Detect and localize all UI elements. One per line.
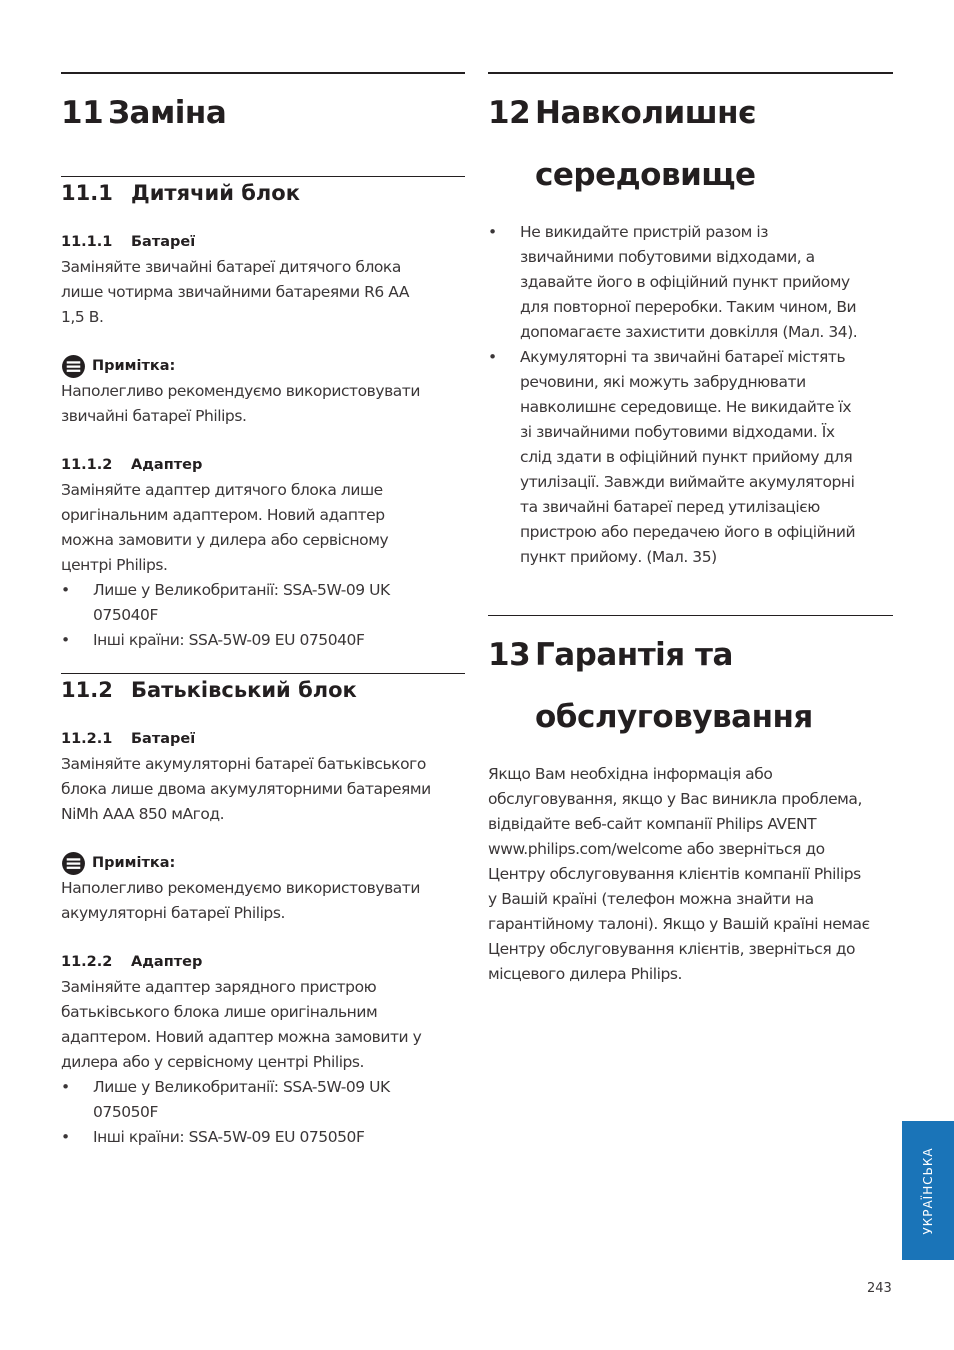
section-number: 11 — [61, 95, 104, 131]
paragraph-11-2-1 — [61, 752, 465, 827]
bullet-list — [488, 220, 893, 570]
paragraph-11-2-2 — [61, 975, 465, 1075]
text-line: Якщо Вам необхідна інформація або — [488, 765, 773, 783]
section-title: Заміна — [108, 95, 227, 131]
text-line: допомагаєте захистити довкілля (Мал. 34). — [520, 323, 858, 341]
subsubsection-title: Адаптер — [131, 457, 203, 473]
text-line: лише чотирма звичайними батареями R6 AA — [61, 283, 410, 301]
note-text — [61, 379, 465, 429]
section-11-heading — [61, 82, 465, 144]
text-line: слід здати в офіційний пункт прийому для — [520, 448, 853, 466]
paragraph-11-1-1 — [61, 255, 465, 330]
bullet-marker: • — [61, 1078, 70, 1096]
text-line: для повторної переробки. Таким чином, Ви — [520, 298, 857, 316]
subsection-title: Батьківський блок — [131, 678, 357, 702]
note-text — [61, 876, 465, 926]
text-line: дилера або у сервісному центрі Philips. — [61, 1053, 365, 1071]
bullet-marker: • — [488, 348, 497, 366]
text-line: речовини, які можуть забруднювати — [520, 373, 806, 391]
text-line: пристрою або передачею його в офіційний — [520, 523, 856, 541]
left-column — [61, 72, 465, 1150]
subsubsection-11-2-1-heading — [61, 727, 465, 752]
text-line: Інші країни: SSA-5W-09 EU 075050F — [93, 1128, 365, 1146]
bullet-marker: • — [61, 1128, 70, 1146]
section-number: 12 — [488, 95, 531, 131]
subsection-11-2-heading — [61, 676, 465, 704]
list-item — [488, 345, 893, 570]
subsubsection-11-1-1-heading — [61, 230, 465, 255]
language-label: УКРАЇНСЬКА — [921, 1146, 935, 1235]
text-line: батьківського блока лише оригінальним — [61, 1003, 378, 1021]
text-line: Наполегливо рекомендуємо використовувати — [61, 382, 421, 400]
subsubsection-title: Адаптер — [131, 954, 203, 970]
text-line: гарантійному талоні). Якщо у Вашій країні немає — [488, 915, 870, 933]
subsection-number: 11.1 — [61, 181, 113, 205]
subsubsection-11-2-2-heading — [61, 950, 465, 975]
text-line: Не викидайте пристрій разом із — [520, 223, 769, 241]
section-12-heading — [488, 82, 893, 206]
subsubsection-number: 11.1.2 — [61, 457, 113, 473]
text-line: Заміняйте акумуляторні батареї батьківського — [61, 755, 426, 773]
subsection-11-1-heading — [61, 179, 465, 207]
text-line: у Вашій країні (телефон можна знайти на — [488, 890, 814, 908]
text-line: Акумуляторні та звичайні батареї містять — [520, 348, 846, 366]
text-line: та звичайні батареї перед утилізацією — [520, 498, 820, 516]
text-line: Лише у Великобританії: SSA-5W-09 UK — [93, 1078, 390, 1096]
text-line: центрі Philips. — [61, 556, 168, 574]
note-icon — [61, 354, 86, 379]
text-line: звичайними побутовими відходами, а — [520, 248, 815, 266]
bullet-marker: • — [61, 631, 70, 649]
list-item — [61, 1125, 465, 1150]
subsection-rule — [61, 176, 465, 177]
subsubsection-number: 11.2.1 — [61, 731, 113, 747]
text-line: Заміняйте адаптер дитячого блока лише — [61, 481, 383, 499]
section-number: 13 — [488, 637, 531, 673]
note-label: Примітка: — [92, 855, 176, 871]
section-title: Навколишнє — [535, 95, 756, 131]
text-line: акумуляторні батареї Philips. — [61, 904, 285, 922]
text-line: пункт прийому. (Мал. 35) — [520, 548, 717, 566]
text-line: блока лише двома акумуляторними батареями — [61, 780, 431, 798]
text-line: місцевого дилера Philips. — [488, 965, 682, 983]
bullet-list — [61, 578, 465, 653]
subsubsection-title: Батареї — [131, 234, 196, 250]
note-heading — [61, 851, 465, 876]
text-line: Центру обслуговування клієнтів, зверніться до — [488, 940, 856, 958]
bullet-list — [61, 1075, 465, 1150]
section-rule — [61, 72, 465, 74]
subsubsection-number: 11.2.2 — [61, 954, 113, 970]
text-line: Заміняйте адаптер зарядного пристрою — [61, 978, 377, 996]
text-line: 075040F — [93, 606, 158, 624]
bullet-marker: • — [61, 581, 70, 599]
paragraph-11-1-2 — [61, 478, 465, 578]
text-line: Заміняйте звичайні батареї дитячого блока — [61, 258, 401, 276]
subsubsection-number: 11.1.1 — [61, 234, 113, 250]
text-line: Центру обслуговування клієнтів компанії Philips — [488, 865, 861, 883]
subsection-title: Дитячий блок — [131, 181, 300, 205]
subsubsection-title: Батареї — [131, 731, 196, 747]
section-title-line-2: обслуговування — [535, 699, 813, 735]
page-number: 243 — [867, 1281, 892, 1296]
paragraph-13 — [488, 762, 893, 987]
section-title-line-2: середовище — [535, 157, 756, 193]
list-item — [488, 220, 893, 345]
note-label: Примітка: — [92, 358, 176, 374]
text-line: утилізації. Завжди виймайте акумуляторні — [520, 473, 855, 491]
text-line: здавайте його в офіційний пункт прийому — [520, 273, 850, 291]
bullet-marker: • — [488, 223, 497, 241]
note-icon — [61, 851, 86, 876]
text-line: NiMh AAA 850 мАгод. — [61, 805, 225, 823]
text-line: обслуговування, якщо у Вас виникла проблема, — [488, 790, 862, 808]
text-line: 1,5 В. — [61, 308, 104, 326]
text-line: оригінальним адаптером. Новий адаптер — [61, 506, 385, 524]
section-rule — [488, 72, 893, 74]
list-item — [61, 1075, 465, 1125]
section-title: Гарантія та — [535, 637, 733, 673]
subsubsection-11-1-2-heading — [61, 453, 465, 478]
text-line: Наполегливо рекомендуємо використовувати — [61, 879, 421, 897]
subsection-number: 11.2 — [61, 678, 113, 702]
right-column — [488, 72, 893, 987]
section-rule — [488, 615, 893, 616]
list-item — [61, 628, 465, 653]
note-heading — [61, 354, 465, 379]
text-line: можна замовити у дилера або сервісному — [61, 531, 389, 549]
language-side-tab — [902, 1121, 954, 1260]
text-line: навколишнє середовище. Не викидайте їх — [520, 398, 852, 416]
text-line: зі звичайними побутовими відходами. Їх — [520, 423, 835, 441]
list-item — [61, 578, 465, 628]
subsection-rule — [61, 673, 465, 674]
text-line: www.philips.com/welcome або зверніться до — [488, 840, 825, 858]
text-line: звичайні батареї Philips. — [61, 407, 247, 425]
text-line: адаптером. Новий адаптер можна замовити у — [61, 1028, 422, 1046]
text-line: Лише у Великобританії: SSA-5W-09 UK — [93, 581, 390, 599]
section-13-heading — [488, 624, 893, 748]
text-line: 075050F — [93, 1103, 158, 1121]
text-line: Інші країни: SSA-5W-09 EU 075040F — [93, 631, 365, 649]
text-line: відвідайте веб-сайт компанії Philips AVENT — [488, 815, 817, 833]
